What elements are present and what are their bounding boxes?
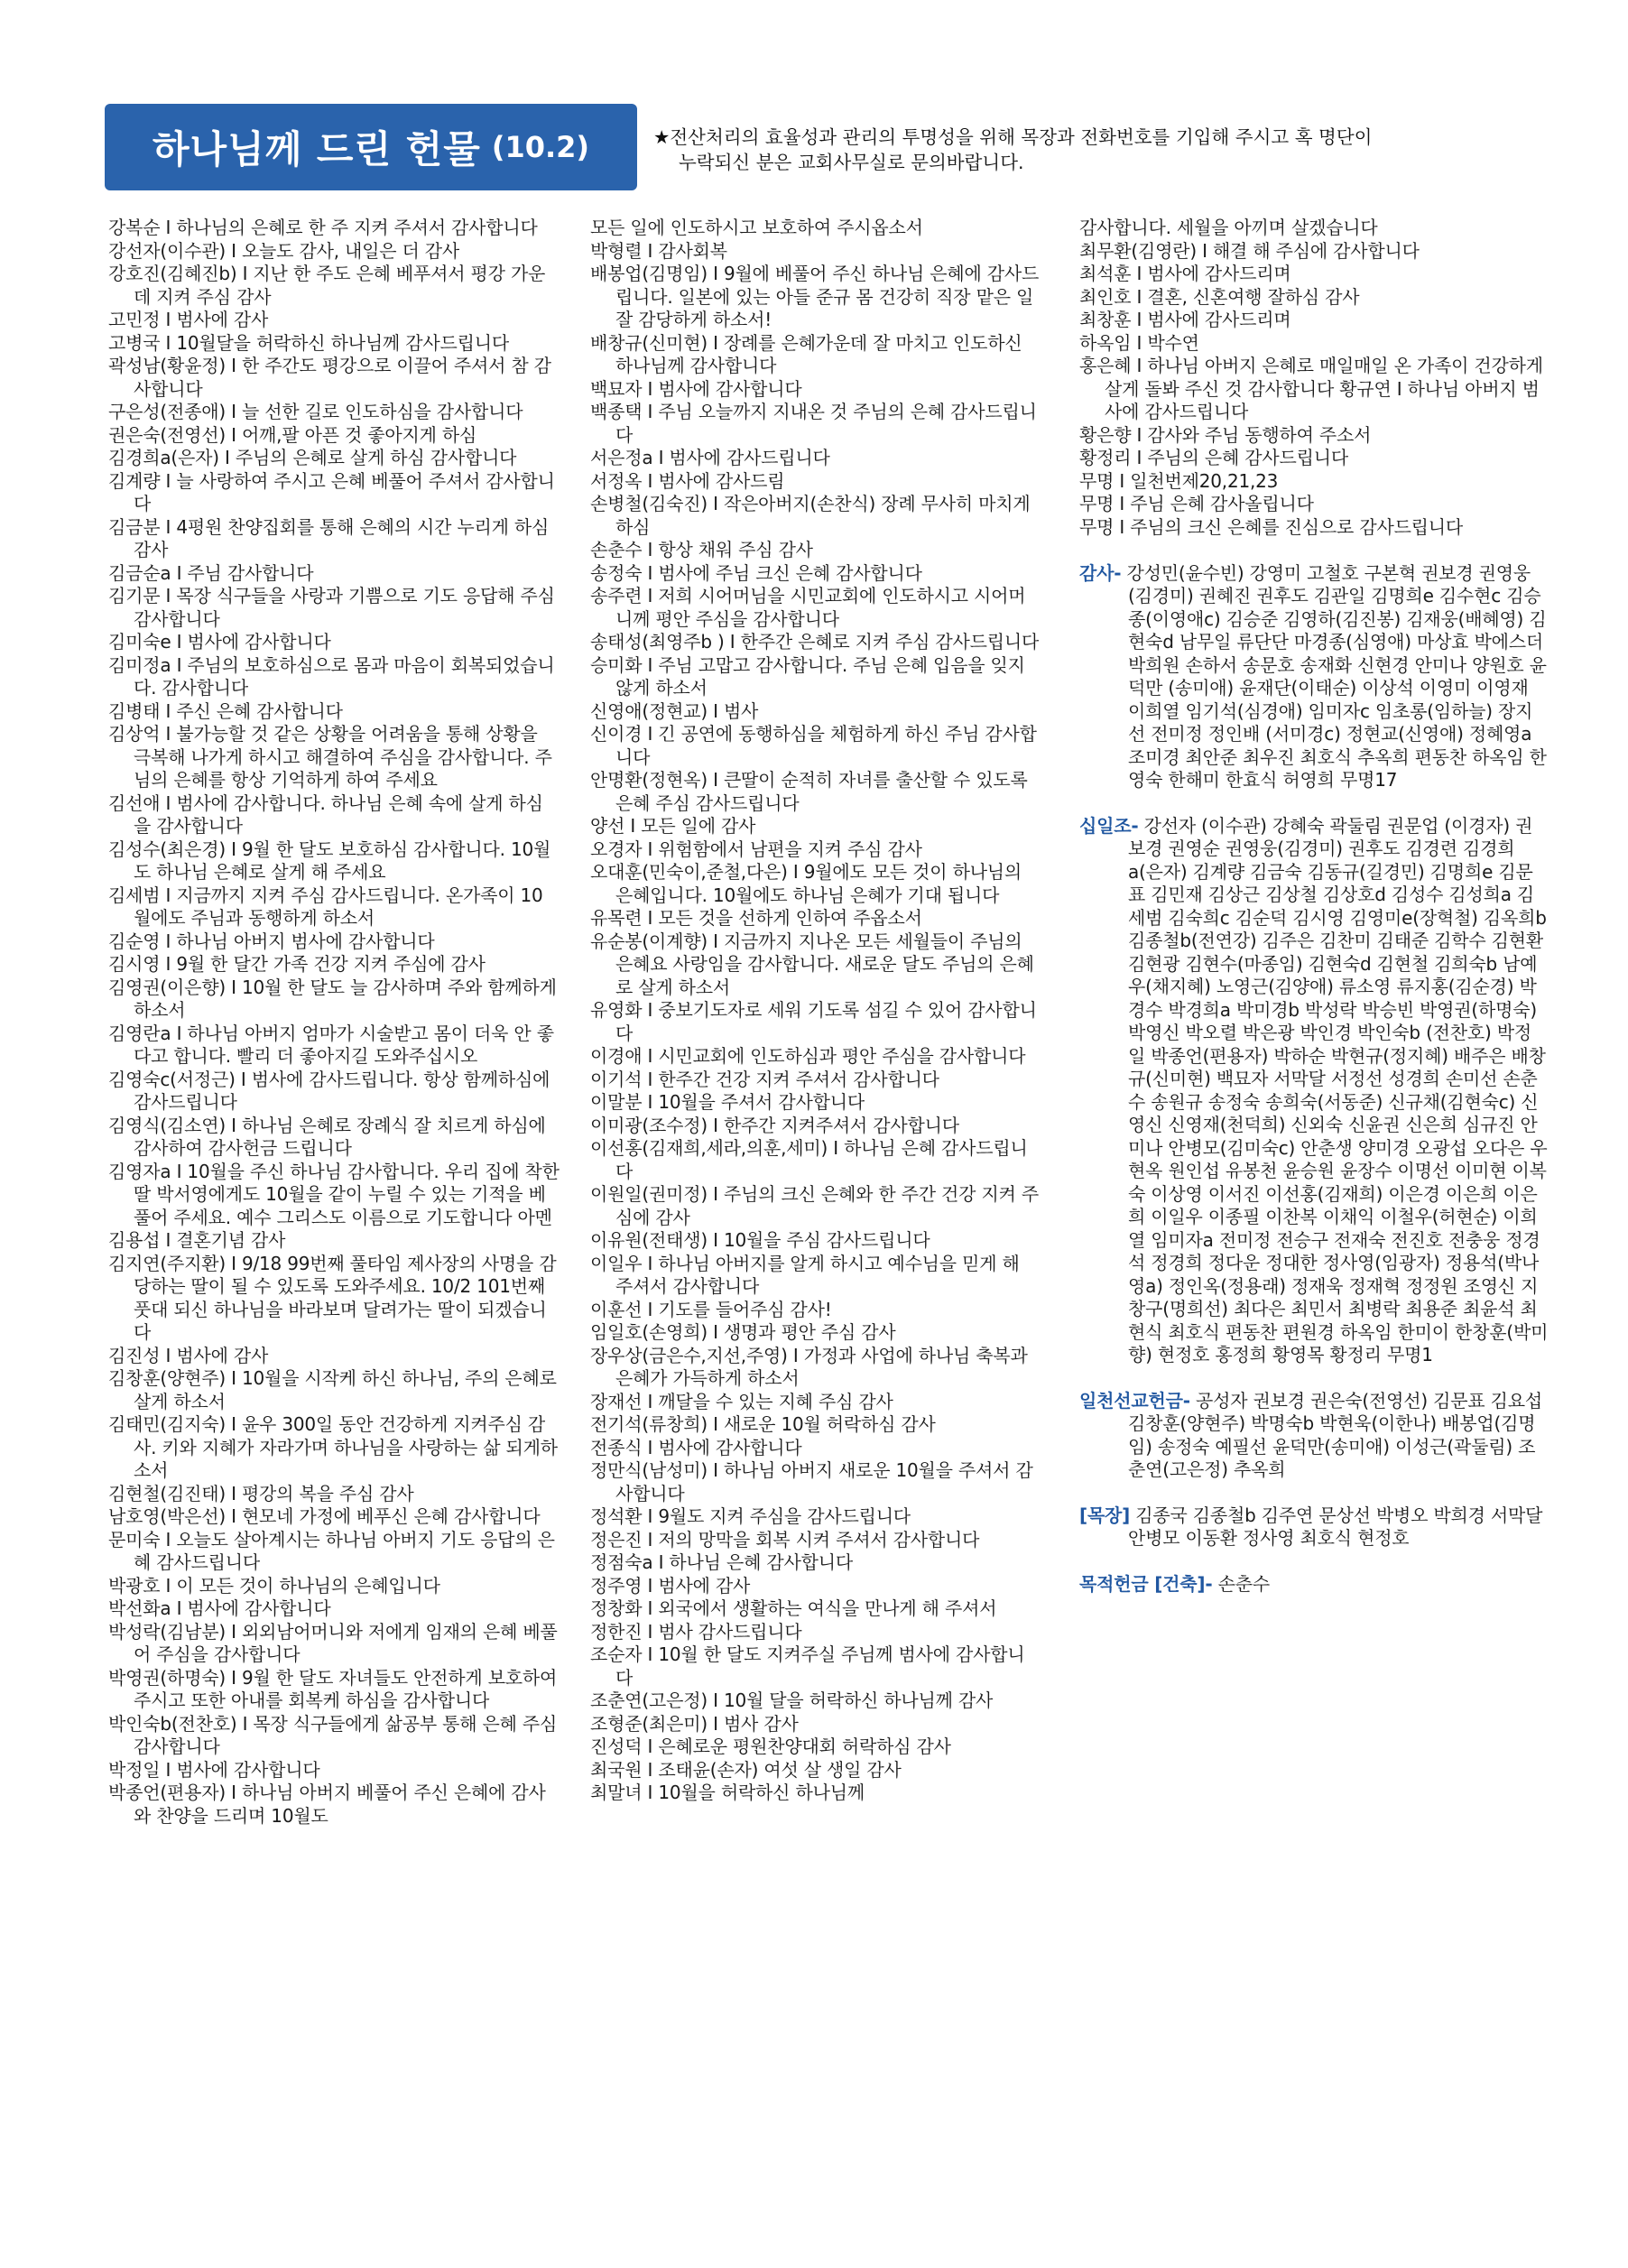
offering-entry: 박정일 I 범사에 감사합니다: [108, 1758, 320, 1781]
offering-entry: 김영자a I 10월을 주신 하나님 감사합니다. 우리 집에 착한 딸 박서영에게도 10월을 같이 누릴 수 있는 기적을 베풀어 주세요. 예수 그리스도 이름으로 기도합니다 아멘: [108, 1160, 560, 1228]
offering-entry: 정점숙a I 하나님 은혜 감사합니다: [590, 1551, 853, 1573]
offering-entry: 송주련 I 저희 시어머님을 시민교회에 인도하시고 시어머니께 평안 주심을 감사합니다: [590, 585, 1026, 630]
offering-entry: 손병철(김숙진) I 작은아버지(손찬식) 장례 무사히 마치게 하심: [590, 493, 1031, 538]
offering-entry: 박광호 I 이 모든 것이 하나님의 은혜입니다: [108, 1574, 440, 1597]
offering-entries-3: [1079, 217, 1549, 539]
offering-entry: 김영란a I 하나님 아버지 엄마가 시술받고 몸이 더욱 안 좋다고 합니다. 빨리 더 좋아지길 도와주십시오: [108, 1022, 554, 1067]
offering-entry: 구은성(전종애) I 늘 선한 길로 인도하심을 감사합니다: [108, 401, 523, 422]
offering-entry: 고민정 I 범사에 감사: [108, 309, 269, 330]
offering-entry: 백묘자 I 범사에 감사합니다: [590, 377, 802, 400]
offering-entry: 하옥임 I 박수연: [1079, 331, 1199, 354]
donor-list: [1079, 562, 1549, 792]
offering-entry: 박형렬 I 감사회복: [590, 239, 727, 262]
offering-entry: 조춘연(고은정) I 10월 달을 허락하신 하나님께 감사: [590, 1689, 994, 1711]
notice-line-1: ★전산처리의 효율성과 관리의 투명성을 위해 목장과 전화번호를 기입해 주시고 혹 명단이: [653, 126, 1373, 148]
offering-entry: 송정숙 I 범사에 주님 크신 은혜 감사합니다: [590, 561, 922, 584]
offering-entry: 조순자 I 10월 한 달도 지켜주실 주님께 범사에 감사합니다: [590, 1643, 1025, 1689]
offering-entry: 이원일(권미정) I 주님의 크신 은혜와 한 주간 건강 지켜 주심에 감사: [590, 1183, 1039, 1228]
offering-entry: 박영권(하명숙) I 9월 한 달도 자녀들도 안전하게 보호하여 주시고 또한 아내를 회복케 하심을 감사합니다: [108, 1666, 558, 1711]
offering-entry: 백종택 I 주님 오늘까지 지내온 것 주님의 은혜 감사드립니다: [590, 401, 1037, 446]
offering-entry: 강선자(이수관) I 오늘도 감사, 내일은 더 감사: [108, 239, 460, 262]
offering-entry: 황정리 I 주님의 은혜 감사드립니다: [1079, 447, 1349, 468]
donor-list-names: 강성민(윤수빈) 강영미 고철호 구본혁 권보경 권영웅(김경미) 권혜진 권후도 김관일 김명희e 김수현c 김승종(이영애c) 김승준 김영하(김진봉) 김재웅(배혜영) 김현숙d 남무일 류단단 마경종(심영애) 마상효 박에스더 박희원 손하서 송문호 송재화 신현경 안미나 양원호 윤덕만 (송미애) 윤재단(이태순) 이상석 이영미 이영재 이희열 임기석(심경애) 임미자c 임초롱(임하늘) 장지선 전미정 정인배 (서미경c) 정현교(신영애) 정혜영a 조미경 최안준 최우진 최호식 추옥희 편동찬 하옥임 한영숙 한해미 한효식 허영희 무명17: [1121, 561, 1547, 791]
offering-entry: 이말분 I 10월을 주셔서 감사합니다: [590, 1091, 865, 1113]
offering-entry: 최국원 I 조태윤(손자) 여섯 살 생일 감사: [590, 1758, 902, 1781]
offering-entry: 이경애 I 시민교회에 인도하심과 평안 주심을 감사합니다: [590, 1045, 1026, 1067]
offering-entry: 오대훈(민숙이,준철,다은) I 9월에도 모든 것이 하나님의 은혜입니다. 10월에도 하나님 은혜가 기대 됩니다: [590, 861, 1022, 906]
offering-entry: 김미정a I 주님의 보호하심으로 몸과 마음이 회복되었습니다. 감사합니다: [108, 653, 555, 699]
donor-list-label: 일천선교헌금-: [1079, 1389, 1190, 1412]
offering-entry: 최말녀 I 10월을 허락하신 하나님께: [590, 1782, 865, 1803]
offering-entry: 이선홍(김재희,세라,의훈,세미) I 하나님 은혜 감사드립니다: [590, 1137, 1028, 1182]
offering-entry: 정한진 I 범사 감사드립니다: [590, 1620, 802, 1643]
offering-entry: 배봉업(김명임) I 9월에 베풀어 주신 하나님 은혜에 감사드립니다. 일본에 있는 아들 준규 몸 건강히 직장 맡은 일 잘 감당하게 하소서!: [590, 263, 1040, 330]
offering-entry: 김순영 I 하나님 아버지 범사에 감사합니다: [108, 930, 435, 952]
offering-entry: 무명 I 주님 은혜 감사올립니다: [1079, 493, 1314, 514]
donor-list: [1079, 815, 1549, 1367]
offering-entry: 김계량 I 늘 사랑하여 주시고 은혜 베풀어 주셔서 감사합니다: [108, 469, 555, 514]
offering-entry: 남호영(박은선) I 현모네 가정에 베푸신 은혜 감사합니다: [108, 1505, 541, 1527]
offering-entry: 권은숙(전영선) I 어깨,팔 아픈 것 좋아지게 하심: [108, 423, 477, 446]
offering-entry: 정석환 I 9월도 지켜 주심을 감사드립니다: [590, 1505, 911, 1527]
donor-list-names: 강선자 (이수관) 강혜숙 곽둘림 권문업 (이경자) 권보경 권영순 권영웅(김경미) 권후도 김경련 김경희a(은자) 김계량 김금숙 김동규(길경민) 김명희e 김문표 김민재 김상근 김상철 김상호d 김성수 김성희a 김세범 김숙희c 김순덕 김시영 김영미e(장혁철) 김옥희b 김종철b(전연강) 김주은 김찬미 김태준 김학수 김현환 김현광 김현수(마종임) 김현숙d 김현철 김희숙b 남예우(채지혜) 노영근(김양애) 류소영 류지홍(김순경) 박경수 박경희a 박미경b 박성락 박승빈 박영권(하명숙) 박영신 박오렬 박은광 박인경 박인숙b (전찬호) 박정일 박종언(편용자) 박하순 박현규(정지혜) 배주은 배창규(신미현) 백묘자 서막달 서정선 성경희 손미선 손춘수 송원규 송정숙 송희숙(서동준) 신규채(김현숙c) 신영신 신영재(천덕희) 신외숙 신윤권 신은희 심규진 안미나 안병모(김미숙c) 안춘생 양미경 오광섭 오다은 우현옥 원인섭 유봉천 윤승원 윤장수 이명선 이미현 이복숙 이상영 이서진 이선홍(김재희) 이은경 이은희 이은희 이일우 이종필 이찬복 이채익 이철우(허현순) 이희열 임미자a 전미정 전승구 전재숙 전진호 전충웅 정경석 정경희 정다운 정대한 정사영(임광자) 정용석(박나영a) 정인옥(정용래) 정재욱 정재혁 정정원 조영신 지창구(명희선) 최다은 최민서 최병락 최용준 최윤석 최현식 최호식 편동찬 편원경 하옥임 한미이 한창훈(박미향) 현정호 홍정희 황영목 황정리 무명1: [1128, 814, 1549, 1365]
offering-entry: 김진성 I 범사에 감사: [108, 1344, 269, 1366]
offering-entry: 김기문 I 목장 식구들을 사랑과 기쁨으로 기도 응답해 주심 감사합니다: [108, 585, 555, 630]
offering-entry: 최인호 I 결혼, 신혼여행 잘하심 감사: [1079, 285, 1360, 308]
offering-entry: 안명환(정현옥) I 큰딸이 순적히 자녀를 출산할 수 있도록 은혜 주심 감사드립니다: [590, 769, 1028, 814]
offering-entry: 유영화 I 중보기도자로 세워 기도록 섬길 수 있어 감사합니다: [590, 999, 1037, 1044]
offering-entry: 김선애 I 범사에 감사합니다. 하나님 은혜 속에 살게 하심을 감사합니다: [108, 791, 543, 837]
offering-entry: 이훈선 I 기도를 들어주심 감사!: [590, 1298, 832, 1320]
offering-entry: 이기석 I 한주간 건강 지켜 주셔서 감사합니다: [590, 1068, 939, 1090]
offering-entry: 박선화a I 범사에 감사합니다: [108, 1597, 331, 1619]
offering-entry: 이유원(전태생) I 10월을 주심 감사드립니다: [590, 1229, 930, 1251]
offering-entry: 배창규(신미현) I 장례를 은혜가운데 잘 마치고 인도하신 하나님께 감사합니다: [590, 331, 1022, 376]
offering-entry: 신영애(정현교) I 범사: [590, 699, 759, 722]
offering-entry: 최석훈 I 범사에 감사드리며: [1079, 263, 1291, 284]
offering-entry: 강호진(김혜진b) I 지난 한 주도 은혜 베푸셔서 평강 가운데 지켜 주심 감사: [108, 263, 546, 308]
offering-entry: 김현철(김진태) I 평강의 복을 주심 감사: [108, 1482, 414, 1504]
offering-entry: 전종식 I 범사에 감사합니다: [590, 1436, 802, 1458]
offering-entry: 무명 I 주님의 크신 은혜를 진심으로 감사드립니다: [1079, 515, 1464, 538]
offering-entry: 김금순a I 주님 감사합니다: [108, 561, 314, 584]
offering-entry: 김지연(주지환) I 9/18 99번째 풀타임 제사장의 사명을 감당하는 딸이 될 수 있도록 도와주세요. 10/2 101번째 풋대 되신 하나님을 바라보며 달려가는 딸이 되겠습니다: [108, 1252, 557, 1343]
donor-list-names: 공성자 권보경 권은숙(전영선) 김문표 김요섭 김창훈(양현주) 박명숙b 박현욱(이한나) 배봉업(김명임) 송정숙 예필선 윤덕만(송미애) 이성근(곽둘림) 조춘연(고은정) 추옥희: [1128, 1389, 1542, 1480]
offering-entry: 홍은혜 I 하나님 아버지 은혜로 매일매일 온 가족이 건강하게 살게 돌봐 주신 것 감사합니다 황규연 I 하나님 아버지 범사에 감사드립니다: [1079, 355, 1543, 422]
offering-entry: 모든 일에 인도하시고 보호하여 주시옵소서: [590, 217, 923, 238]
donor-list-label: 목적헌금 [건축]-: [1079, 1572, 1213, 1595]
donor-list-label: 감사-: [1079, 561, 1122, 584]
offering-entry: 곽성남(황윤정) I 한 주간도 평강으로 이끌어 주셔서 참 감사합니다: [108, 355, 551, 400]
notice-text: [653, 125, 1556, 175]
offering-entry: 김상억 I 불가능할 것 같은 상황을 어려움을 통해 상황을 극복해 나가게 하시고 해결하여 주심을 감사합니다. 주님의 은혜를 항상 기억하게 하여 주세요: [108, 723, 552, 791]
donor-lists: [1079, 562, 1549, 1597]
donor-list-label: 십일조-: [1079, 814, 1139, 837]
offering-entry: 진성덕 I 은혜로운 평원찬양대회 허락하심 감사: [590, 1736, 951, 1757]
offering-entry: 김성수(최은경) I 9월 한 달도 보호하심 감사합니다. 10월도 하나님 은혜로 살게 해 주세요: [108, 838, 551, 883]
offering-entry: 김금분 I 4평원 찬양집회를 통해 은혜의 시간 누리게 하심 감사: [108, 515, 550, 560]
offering-entry: 이일우 I 하나님 아버지를 알게 하시고 예수님을 믿게 해 주셔서 감사합니다: [590, 1252, 1020, 1297]
offering-entry: 고병국 I 10월달을 허락하신 하나님께 감사드립니다: [108, 331, 509, 354]
offering-entry: 정은진 I 저의 망막을 회복 시켜 주셔서 감사합니다: [590, 1528, 980, 1551]
offering-entry: 정주영 I 범사에 감사: [590, 1574, 751, 1597]
offering-entry: 김영숙c(서정근) I 범사에 감사드립니다. 항상 함께하심에 감사드립니다: [108, 1068, 550, 1113]
offering-entry: 임일호(손영희) I 생명과 평안 주심 감사: [590, 1321, 896, 1343]
offering-entry: 승미화 I 주님 고맙고 감사합니다. 주님 은혜 입음을 잊지 않게 하소서: [590, 653, 1025, 699]
donor-list-names: 김종국 김종철b 김주연 문상선 박병오 박희경 서막달 안병모 이동환 정사영 최호식 현정호: [1128, 1504, 1543, 1549]
offering-column-3: [1079, 217, 1549, 1618]
offering-entry: 전기석(류창희) I 새로운 10월 허락하심 감사: [590, 1413, 936, 1435]
offering-entry: 김용섭 I 결혼기념 감사: [108, 1229, 286, 1251]
donor-list-names: 손춘수: [1212, 1572, 1270, 1595]
offering-entry: 이미광(조수정) I 한주간 지켜주셔서 감사합니다: [590, 1114, 959, 1136]
offering-entry: 오경자 I 위험함에서 남편을 지켜 주심 감사: [590, 838, 922, 860]
title-banner: [105, 104, 637, 190]
offering-column-1: [108, 217, 560, 1828]
donor-list: [1079, 1504, 1549, 1551]
offering-entry: 김미숙e I 범사에 감사합니다: [108, 631, 331, 653]
offering-entry: 감사합니다. 세월을 아끼며 살겠습니다: [1079, 217, 1378, 238]
offering-entry: 강복순 I 하나님의 은혜로 한 주 지켜 주셔서 감사합니다: [108, 217, 538, 238]
offering-entry: 무명 I 일천번제20,21,23: [1079, 469, 1279, 492]
offering-entry: 신이경 I 긴 공연에 동행하심을 체험하게 하신 주님 감사합니다: [590, 723, 1037, 768]
offering-entry: 정만식(남성미) I 하나님 아버지 새로운 10월을 주셔서 감사합니다: [590, 1459, 1033, 1504]
notice-line-2: 누락되신 분은 교회사무실로 문의바랍니다.: [679, 152, 1024, 173]
offering-entry: 황은향 I 감사와 주님 동행하여 주소서: [1079, 423, 1372, 446]
offering-entry: 유순봉(이계향) I 지금까지 지나온 모든 세월들이 주님의 은혜요 사랑임을 감사합니다. 새로운 달도 주님의 은혜로 살게 하소서: [590, 930, 1034, 998]
offering-entry: 서은정a I 범사에 감사드립니다: [590, 447, 830, 468]
offering-entry: 김영식(김소연) I 하나님 은혜로 장례식 잘 치르게 하심에 감사하여 감사헌금 드립니다: [108, 1114, 546, 1159]
offering-entry: 김창훈(양현주) I 10월을 시작케 하신 하나님, 주의 은혜로 살게 하소서: [108, 1367, 557, 1412]
offering-entry: 조형준(최은미) I 범사 감사: [590, 1712, 799, 1735]
donor-list: [1079, 1573, 1549, 1597]
offering-entry: 송태성(최영주b ) I 한주간 은혜로 지켜 주심 감사드립니다: [590, 631, 1040, 653]
offering-entry: 손춘수 I 항상 채워 주심 감사: [590, 539, 813, 560]
offering-entry: 김영권(이은향) I 10월 한 달도 늘 감사하며 주와 함께하게 하소서: [108, 976, 557, 1021]
offering-entry: 김시영 I 9월 한 달간 가족 건강 지켜 주심에 감사: [108, 953, 486, 975]
offering-entry: 장우상(금은수,지선,주영) I 가정과 사업에 하나님 축복과 은혜가 가득하게 하소서: [590, 1344, 1028, 1389]
title-date: (10.2): [491, 130, 590, 164]
offering-column-2: [590, 217, 1041, 1805]
offering-entry: 김태민(김지숙) I 윤우 300일 동안 건강하게 지켜주심 감사. 키와 지혜가 자라가며 하나님을 사랑하는 삶 되게하소서: [108, 1413, 558, 1481]
offering-entry: 서정옥 I 범사에 감사드림: [590, 469, 785, 492]
offering-entry: 문미숙 I 오늘도 살아계시는 하나님 아버지 기도 응답의 은혜 감사드립니다: [108, 1528, 555, 1573]
offering-entry: 박성락(김남분) I 외외남어머니와 저에게 임재의 은혜 베풀어 주심을 감사합니다: [108, 1620, 558, 1665]
donor-list-label: [목장]: [1079, 1504, 1131, 1526]
offering-entry: 박인숙b(전찬호) I 목장 식구들에게 삶공부 통해 은혜 주심 감사합니다: [108, 1712, 558, 1757]
offering-entry: 박종언(편용자) I 하나님 아버지 베풀어 주신 은혜에 감사와 찬양을 드리며 10월도: [108, 1782, 546, 1827]
offering-entry: 최창훈 I 범사에 감사드리며: [1079, 309, 1291, 330]
offering-entry: 장재선 I 깨달을 수 있는 지혜 주심 감사: [590, 1390, 893, 1412]
offering-entry: 김병태 I 주신 은혜 감사합니다: [108, 699, 343, 722]
offering-entry: 최무환(김영란) I 해결 해 주심에 감사합니다: [1079, 239, 1420, 262]
donor-list: [1079, 1390, 1549, 1482]
offering-entry: 정창화 I 외국에서 생활하는 여식을 만나게 해 주셔서: [590, 1597, 997, 1619]
offering-entry: 유목련 I 모든 것을 선하게 인하여 주옵소서: [590, 907, 922, 929]
page-title: 하나님께 드린 헌물: [152, 127, 481, 171]
offering-entry: 양선 I 모든 일에 감사: [590, 815, 756, 837]
offering-entry: 김세범 I 지금까지 지켜 주심 감사드립니다. 온가족이 10월에도 주님과 동행하게 하소서: [108, 884, 543, 929]
offering-entry: 김경희a(은자) I 주님의 은혜로 살게 하심 감사합니다: [108, 447, 517, 468]
